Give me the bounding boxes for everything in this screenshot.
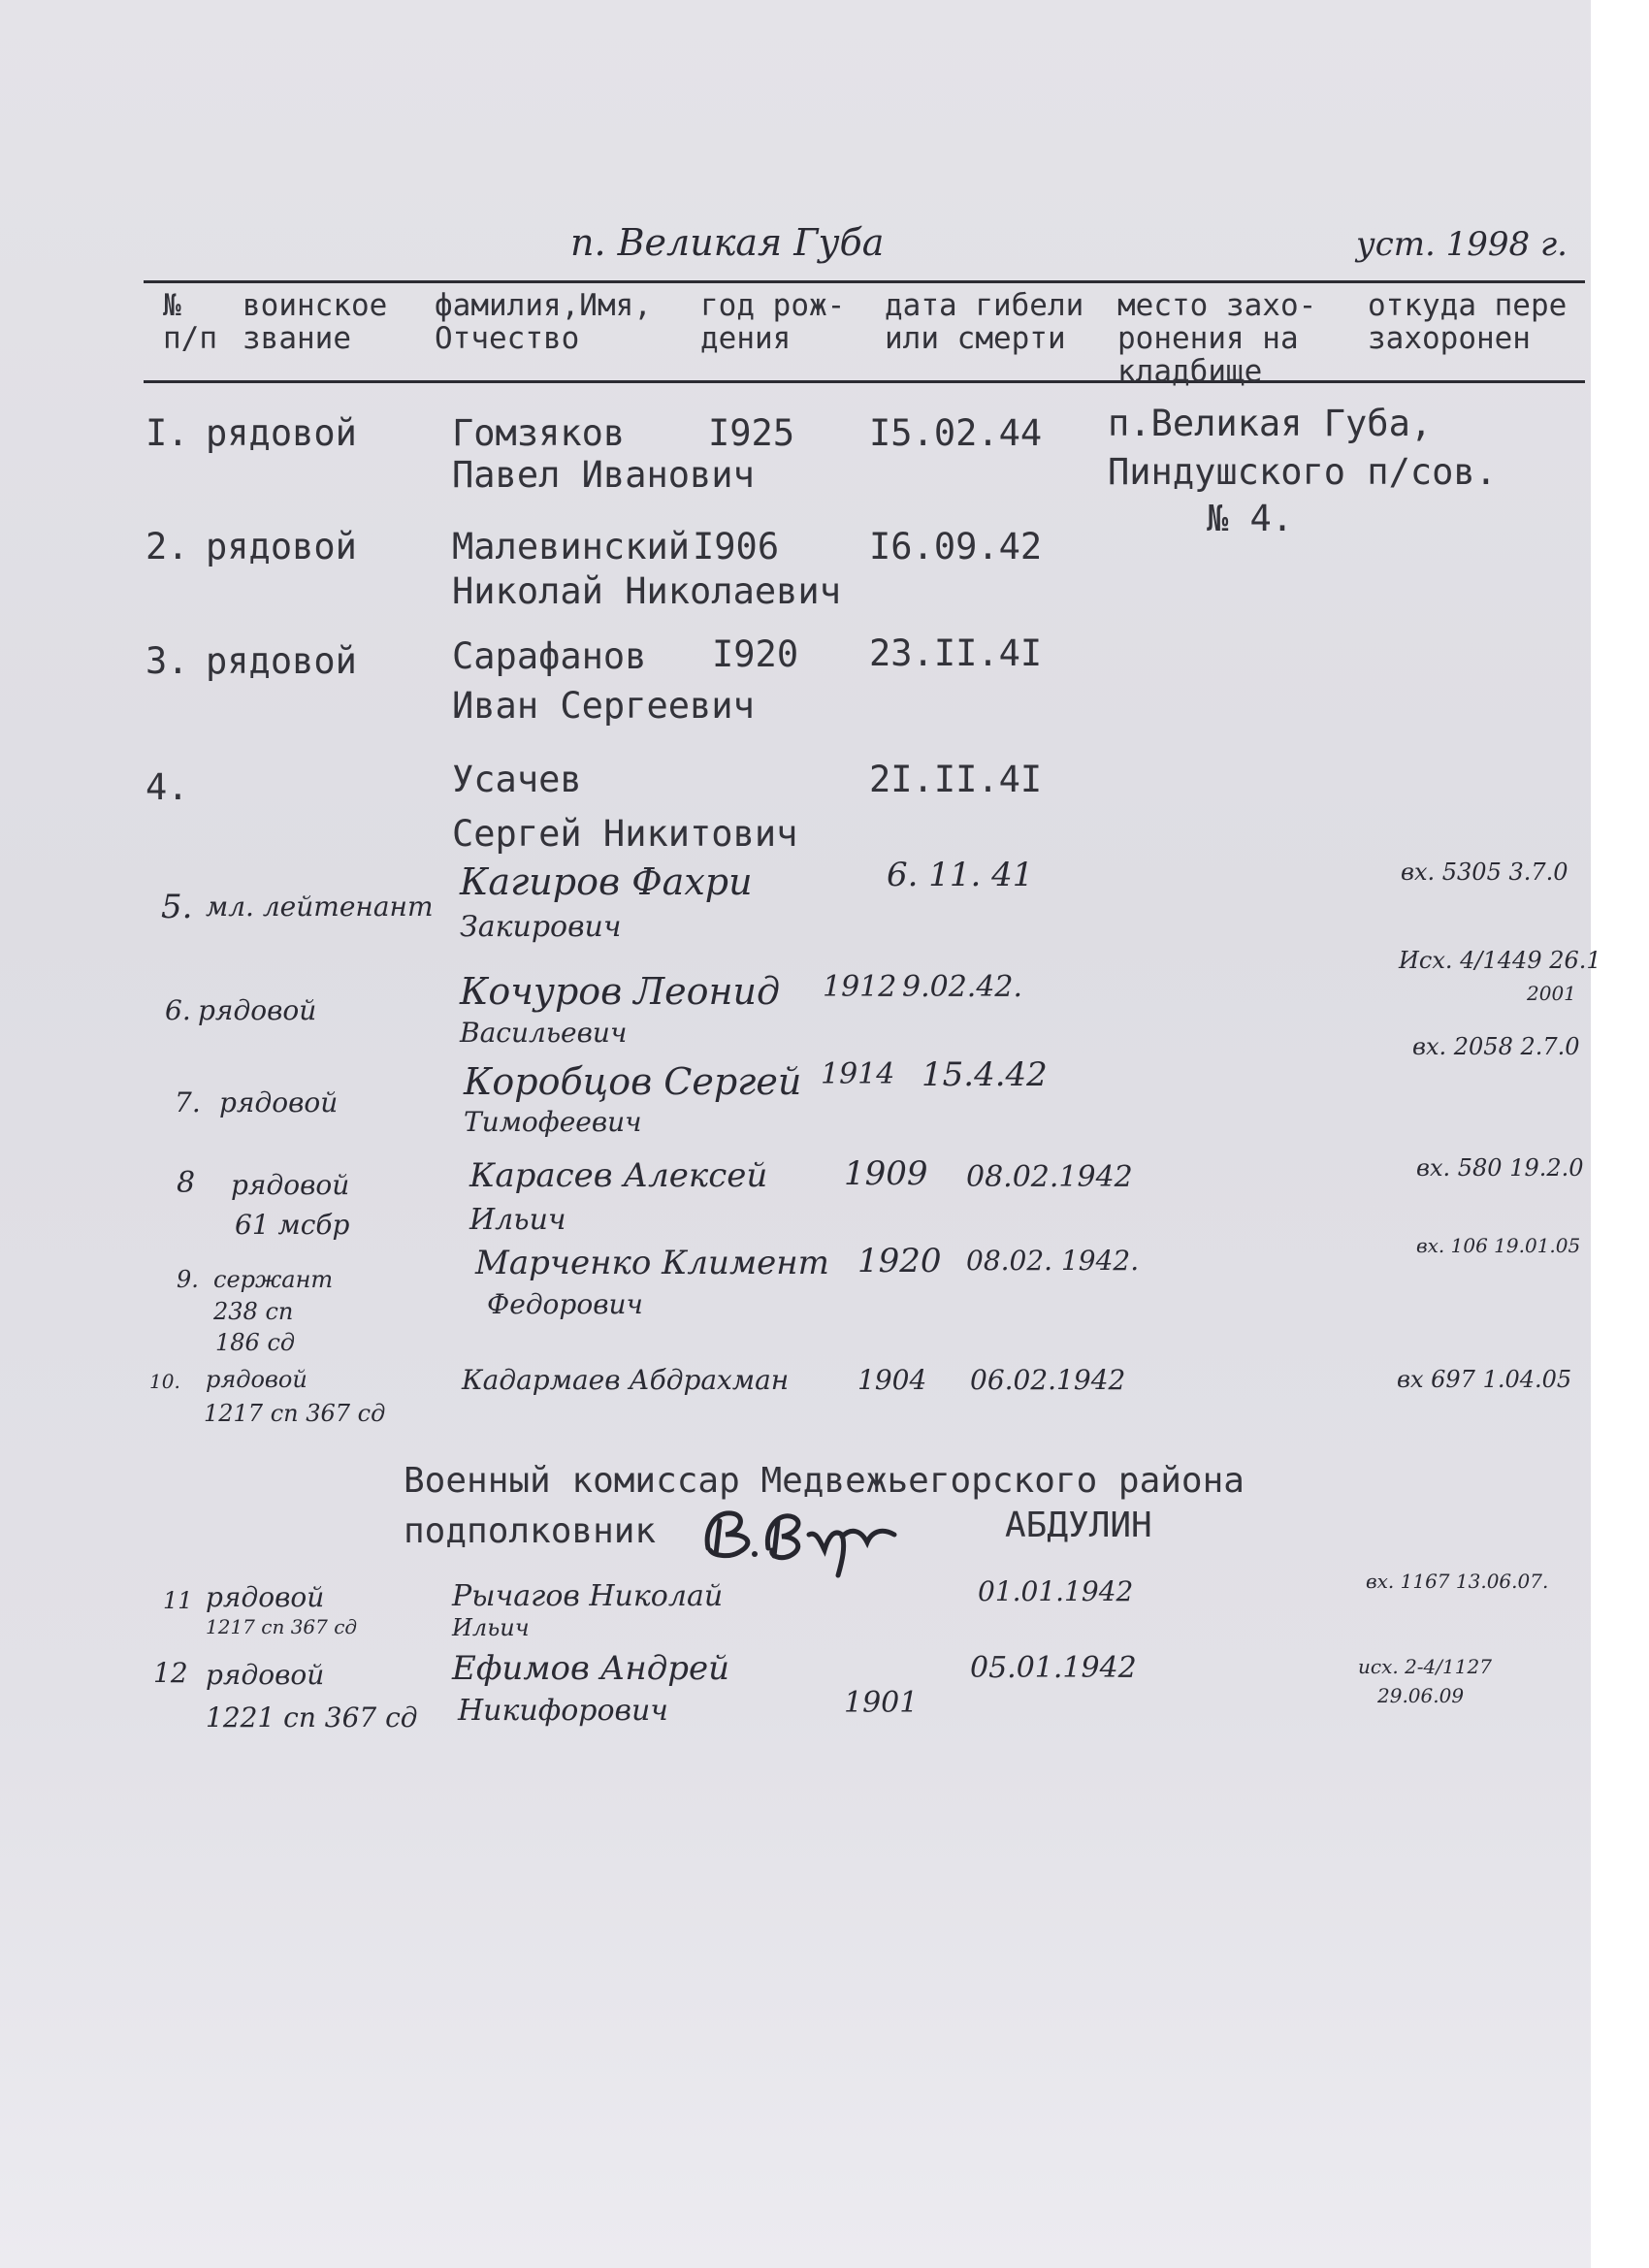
row-unit: 1221 сп 367 сд: [206, 1701, 418, 1733]
row-death-date: I6.09.42: [869, 526, 1043, 567]
row-number: 9.: [177, 1266, 199, 1293]
row-given-names: Николай Николаевич: [452, 570, 841, 612]
col-header-burial-place: место захо- ронения на кладбище: [1117, 288, 1317, 389]
row-number: 5.: [161, 888, 193, 926]
row-number: 4.: [146, 766, 189, 808]
row-death-date: 05.01.1942: [970, 1651, 1137, 1685]
row-given-names: Сергей Никитович: [452, 813, 798, 855]
row-birth-year: I920: [712, 633, 799, 675]
row-reference: вх. 2058 2.7.0: [1412, 1033, 1580, 1060]
row-number: I.: [146, 412, 189, 454]
row-patronymic: Ильич: [469, 1203, 566, 1237]
row-birth-year: 1912: [823, 970, 897, 1004]
commissar-rank: подполковник: [404, 1511, 657, 1551]
row-rank: рядовой: [231, 1169, 350, 1201]
row-number: 8: [177, 1166, 196, 1200]
row-name: Ефимов Андрей: [452, 1649, 730, 1688]
commissar-name: АБДУЛИН: [1005, 1506, 1152, 1545]
col-header-rank: воинское звание: [242, 288, 388, 356]
row-patronymic: Федорович: [487, 1288, 643, 1320]
row-death-date: I5.02.44: [869, 412, 1043, 454]
row-birth-year: I925: [708, 412, 795, 454]
col-header-reburied-from: откуда пере захоронен: [1368, 288, 1568, 356]
burial-place-line: Пиндушского п/сов.: [1108, 451, 1497, 493]
col-header-death-date: дата гибели или смерти: [885, 288, 1084, 356]
header-bottom-rule: [144, 380, 1585, 383]
row-rank: рядовой: [206, 412, 357, 454]
signature-icon: [696, 1492, 912, 1581]
row-rank: рядовой: [219, 1086, 339, 1118]
row-death-date: 08.02.1942: [966, 1160, 1133, 1194]
row-number: 2.: [146, 526, 189, 567]
row-reference-line2: 29.06.09: [1377, 1684, 1465, 1707]
row-death-date: 2I.II.4I: [869, 759, 1043, 800]
document-date-note: уст. 1998 г.: [1356, 225, 1568, 264]
row-name: Марченко Климент: [475, 1244, 829, 1282]
row-death-date: 15.4.42: [922, 1055, 1048, 1094]
row-rank: рядовой: [198, 994, 317, 1026]
row-number: 6.: [165, 994, 191, 1026]
row-patronymic: Никифорович: [458, 1694, 668, 1728]
document-place-title: п. Великая Губа: [570, 221, 885, 264]
row-reference: Исх. 4/1449 26.1: [1399, 947, 1601, 974]
row-patronymic: Тимофеевич: [464, 1106, 642, 1138]
row-birth-year: 1904: [857, 1364, 927, 1396]
row-name: Рычагов Николай: [452, 1579, 724, 1613]
row-unit: 1217 сп 367 сд: [206, 1615, 358, 1638]
row-number: 12: [153, 1657, 188, 1689]
row-number: 3.: [146, 640, 189, 682]
row-unit: 61 мсбр: [235, 1209, 350, 1241]
row-surname: Сарафанов: [452, 635, 647, 677]
row-unit: 1217 сп 367 сд: [204, 1400, 386, 1427]
row-reference: вх. 106 19.01.05: [1416, 1234, 1581, 1257]
col-header-name: фамилия,Имя, Отчество: [435, 288, 652, 356]
row-death-date: 9.02.42.: [902, 970, 1023, 1004]
row-name: Коробцов Сергей: [464, 1060, 802, 1103]
row-birth-year: 1901: [844, 1686, 919, 1720]
row-surname: Усачев: [452, 759, 582, 800]
burial-place-line: № 4.: [1207, 498, 1294, 539]
row-number: 10.: [149, 1370, 180, 1393]
row-surname: Малевинский: [452, 526, 691, 567]
header-top-rule: [144, 280, 1585, 283]
row-reference: вх. 5305 3.7.0: [1401, 859, 1568, 886]
burial-place-line: п.Великая Губа,: [1108, 403, 1433, 444]
row-given-names: Павел Иванович: [452, 454, 755, 496]
row-rank: мл. лейтенант: [206, 891, 434, 923]
row-unit-line2: 186 сд: [215, 1329, 296, 1356]
row-death-date: 08.02. 1942.: [966, 1245, 1140, 1277]
row-death-date: 6. 11. 41: [887, 856, 1034, 894]
row-name: Кадармаев Абдрахман: [462, 1364, 790, 1396]
row-rank: рядовой: [206, 1366, 307, 1393]
row-patronymic: Закирович: [460, 910, 622, 944]
row-death-date: 06.02.1942: [970, 1364, 1126, 1396]
row-rank: рядовой: [206, 526, 357, 567]
row-name: Кагиров Фахри: [460, 860, 753, 903]
row-rank: сержант: [213, 1266, 334, 1293]
row-rank: рядовой: [206, 1581, 325, 1613]
row-reference: вх. 580 19.2.0: [1416, 1154, 1584, 1182]
row-birth-year: 1914: [821, 1057, 895, 1091]
commissar-title: Военный комиссар Медвежьегорского района: [404, 1461, 1245, 1501]
row-reference: исх. 2-4/1127: [1358, 1655, 1492, 1678]
row-birth-year: 1909: [844, 1154, 928, 1193]
row-reference: вх 697 1.04.05: [1397, 1366, 1572, 1393]
row-patronymic: Ильич: [452, 1614, 530, 1641]
row-number: 7.: [175, 1086, 201, 1118]
row-number: 11: [163, 1587, 193, 1614]
col-header-num: № п/п: [163, 288, 217, 356]
row-rank: рядовой: [206, 1659, 325, 1691]
row-given-names: Иван Сергеевич: [452, 685, 755, 727]
row-surname: Гомзяков: [452, 412, 626, 454]
row-patronymic: Васильевич: [460, 1017, 628, 1049]
row-name: Кочуров Леонид: [460, 970, 781, 1013]
row-death-date: 23.II.4I: [869, 632, 1043, 674]
col-header-birth-year: год рож- дения: [700, 288, 846, 356]
row-rank: рядовой: [206, 640, 357, 682]
row-unit: 238 сп: [213, 1298, 294, 1325]
row-reference-line2: 2001: [1527, 982, 1576, 1005]
row-birth-year: 1920: [857, 1242, 942, 1280]
row-birth-year: I906: [693, 526, 780, 567]
row-reference: вх. 1167 13.06.07.: [1366, 1570, 1549, 1593]
row-death-date: 01.01.1942: [978, 1575, 1134, 1607]
row-name: Карасев Алексей: [469, 1156, 768, 1195]
